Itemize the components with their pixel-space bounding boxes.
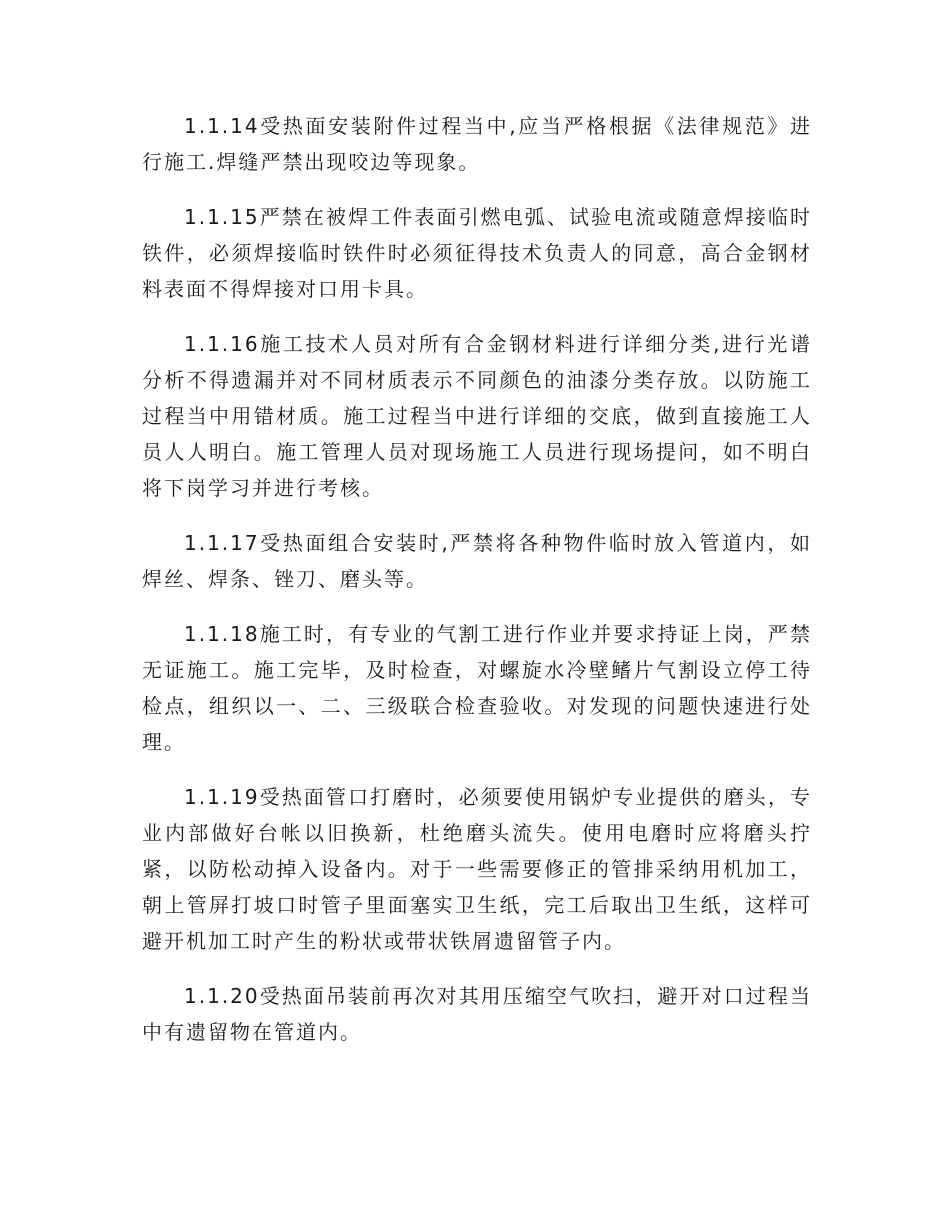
paragraph-1-1-14: 1.1.14受热面安装附件过程当中,应当严格根据《法律规范》进行施工.焊缝严禁出现咬边等现象。 xyxy=(142,114,812,174)
paragraph-1-1-15: 1.1.15严禁在被焊工件表面引燃电弧、试验电流或随意焊接临时铁件，必须焊接临时铁件时必须征得技术负责人的同意，高合金钢材料表面不得焊接对口用卡具。 xyxy=(142,205,812,301)
paragraph-1-1-19: 1.1.19受热面管口打磨时，必须要使用锅炉专业提供的磨头，专业内部做好台帐以旧换新，杜绝磨头流失。使用电磨时应将磨头拧紧，以防松动掉入设备内。对于一些需要修正的管排采纳用机加工，朝上管屏打坡口时管子里面塞实卫生纸，完工后取出卫生纸，这样可避开机加工时产生的粉状或带状铁屑遗留管子内。 xyxy=(142,785,812,953)
paragraph-1-1-16: 1.1.16施工技术人员对所有合金钢材料进行详细分类,进行光谱分析不得遗漏并对不同材质表示不同颜色的油漆分类存放。以防施工过程当中用错材质。施工过程当中进行详细的交底，做到直接施工人员人人明白。施工管理人员对现场施工人员进行现场提问，如不明白将下岗学习并进行考核。 xyxy=(142,332,812,500)
document-body xyxy=(142,108,812,1069)
paragraph-1-1-20: 1.1.20受热面吊装前再次对其用压缩空气吹扫，避开对口过程当中有遗留物在管道内。 xyxy=(142,984,812,1044)
paragraph-1-1-18: 1.1.18施工时，有专业的气割工进行作业并要求持证上岗，严禁无证施工。施工完毕，及时检查，对螺旋水冷壁鳍片气割设立停工待检点，组织以一、二、三级联合检查验收。对发现的问题快速进行处理。 xyxy=(142,622,812,754)
paragraph-1-1-17: 1.1.17受热面组合安装时,严禁将各种物件临时放入管道内，如焊丝、焊条、锉刀、磨头等。 xyxy=(142,531,812,591)
